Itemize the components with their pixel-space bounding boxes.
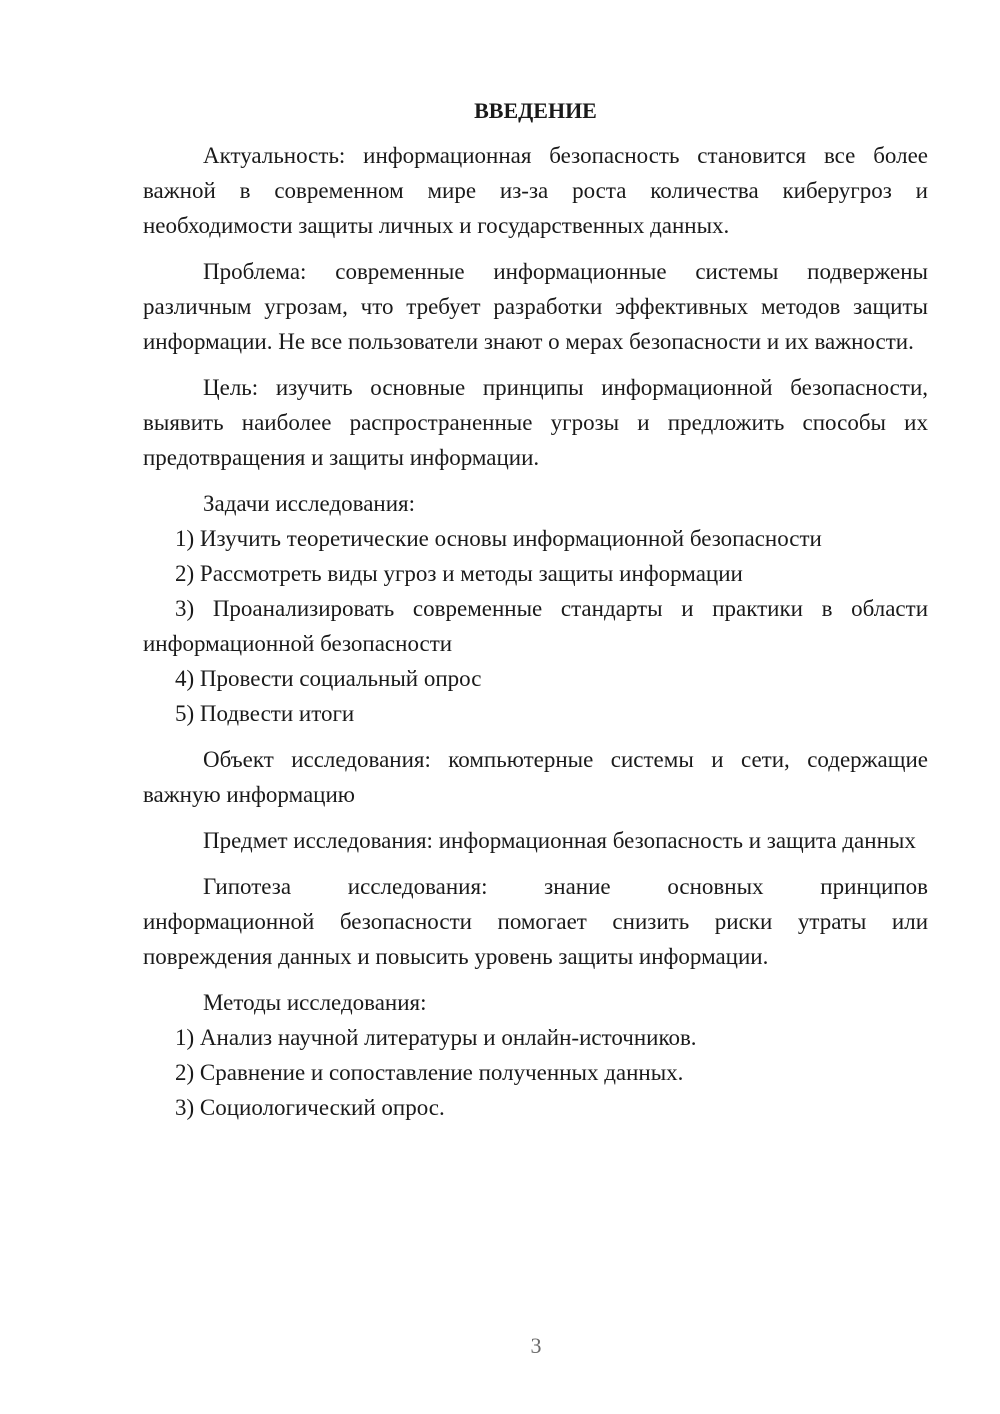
- problem-paragraph: Проблема: современные информационные системы подвержены различным угрозам, что требует разработки эффективных методов защиты информации. Не все пользователи знают о мерах безопасности и их важности.: [143, 259, 928, 354]
- subject-paragraph: Предмет исследования: информационная безопасность и защита данных: [203, 828, 916, 853]
- relevance-paragraph: Актуальность: информационная безопасность становится все более важной в современном мире из-за роста количества киберугроз и необходимости защиты личных и государственных данных.: [143, 143, 928, 238]
- goal-paragraph: Цель: изучить основные принципы информационной безопасности, выявить наиболее распространенные угрозы и предложить способы их предотвращения и защиты информации.: [143, 375, 928, 470]
- method-item-3: 3) Социологический опрос.: [175, 1095, 445, 1120]
- hypothesis-paragraph: [143, 869, 928, 974]
- method-item-2: 2) Сравнение и сопоставление полученных данных.: [175, 1060, 684, 1085]
- method-item-1: 1) Анализ научной литературы и онлайн-источников.: [175, 1025, 697, 1050]
- task-item-4: 4) Провести социальный опрос: [175, 666, 482, 691]
- object-paragraph: Объект исследования: компьютерные системы и сети, содержащие важную информацию: [143, 747, 928, 807]
- document-body: [143, 95, 928, 1125]
- task-item-1: 1) Изучить теоретические основы информационной безопасности: [175, 526, 822, 551]
- tasks-title: Задачи исследования:: [203, 491, 416, 516]
- hypothesis-continuation: информационной безопасности помогает снизить риски утраты или повреждения данных и повысить уровень защиты информации.: [143, 909, 928, 969]
- task-item-3: 3) Проанализировать современные стандарты и практики в области информационной безопасности: [143, 596, 928, 656]
- hypothesis-first-line: Гипотеза исследования: знание основных принципов: [203, 874, 928, 899]
- methods-title: Методы исследования:: [203, 990, 427, 1015]
- task-item-5: 5) Подвести итоги: [175, 701, 355, 726]
- page-number: 3: [530, 1333, 542, 1358]
- section-heading: ВВЕДЕНИЕ: [474, 98, 597, 123]
- task-item-2: 2) Рассмотреть виды угроз и методы защиты информации: [175, 561, 743, 586]
